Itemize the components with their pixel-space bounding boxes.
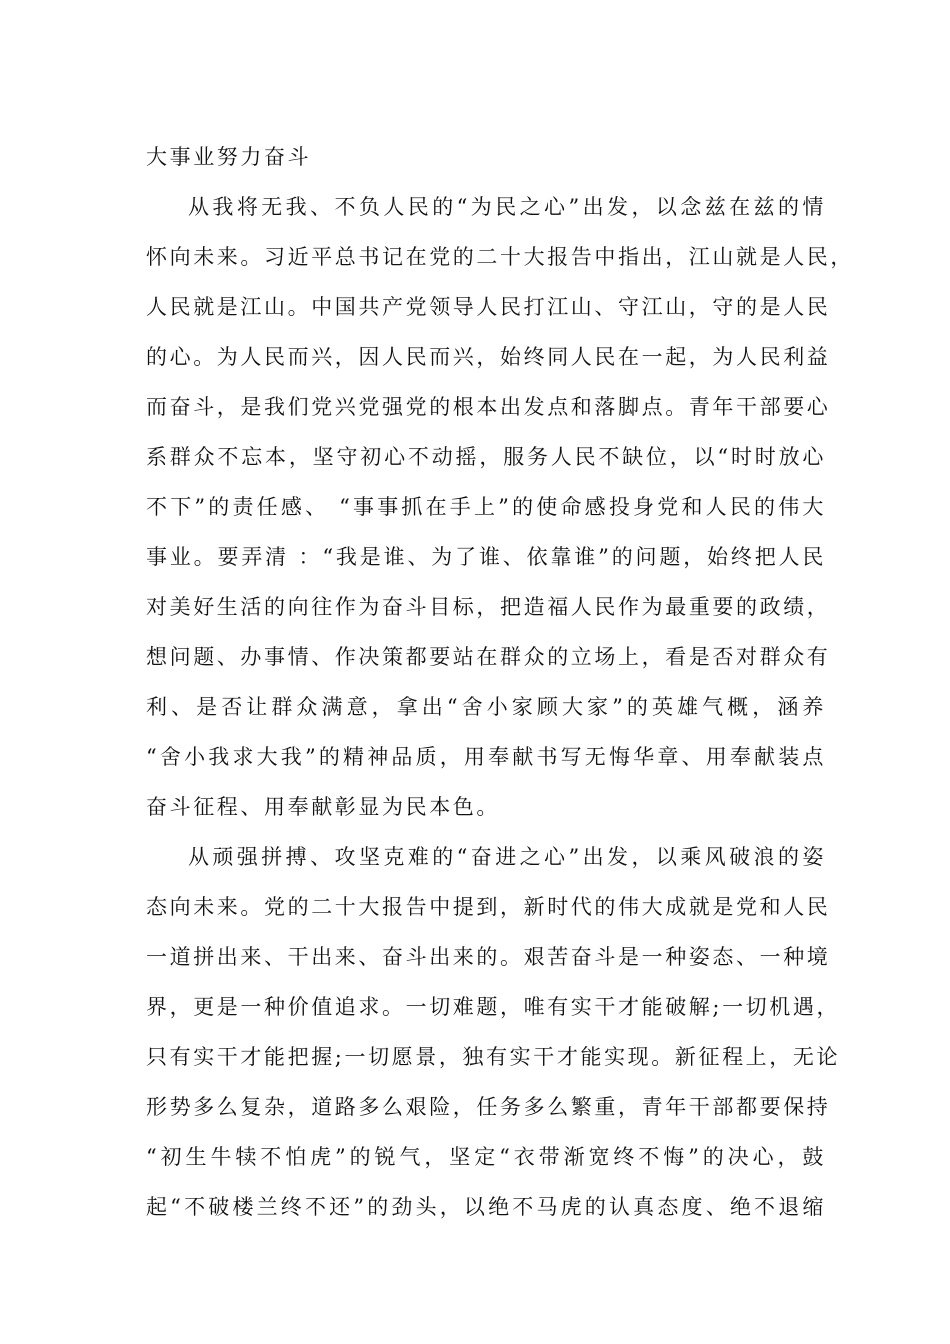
text-line: 只有实干才能把握;一切愿景，独有实干才能实现。新征程上，无论	[146, 1045, 841, 1069]
text-line: 起“不破楼兰终不还”的劲头，以绝不马虎的认真态度、绝不退缩	[146, 1195, 826, 1219]
text-line: 形势多么复杂，道路多么艰险，任务多么繁重，青年干部都要保持	[146, 1095, 831, 1119]
text-line: 的心。为人民而兴，因人民而兴，始终同人民在一起，为人民利益	[146, 345, 831, 369]
paragraph-last-line: 奋斗征程、用奉献彰显为民本色。	[146, 795, 500, 819]
text-line: 大事业努力奋斗	[146, 145, 312, 169]
text-line: 一道拼出来、干出来、奋斗出来的。艰苦奋斗是一种姿态、一种境	[146, 945, 831, 969]
paragraph-first-line: 从顽强拼搏、攻坚克难的“奋进之心”出发，以乘风破浪的姿	[188, 845, 826, 869]
text-line: 态向未来。党的二十大报告中提到，新时代的伟大成就是党和人民	[146, 895, 831, 919]
text-line: “初生牛犊不怕虎”的锐气，坚定“衣带渐宽终不悔”的决心，鼓	[146, 1145, 826, 1169]
text-line: 不下”的责任感、 “事事抓在手上”的使命感投身党和人民的伟大	[146, 495, 826, 519]
text-line: 利、是否让群众满意，拿出“舍小家顾大家”的英雄气概，涵养	[146, 695, 826, 719]
text-line: “舍小我求大我”的精神品质，用奉献书写无悔华章、用奉献装点	[146, 745, 826, 769]
text-line: 人民就是江山。中国共产党领导人民打江山、守江山，守的是人民	[146, 295, 831, 319]
text-line: 系群众不忘本，坚守初心不动摇，服务人民不缺位，以“时时放心	[146, 445, 826, 469]
text-line: 界，更是一种价值追求。一切难题，唯有实干才能破解;一切机遇，	[146, 995, 841, 1019]
text-line: 对美好生活的向往作为奋斗目标，把造福人民作为最重要的政绩，	[146, 595, 831, 619]
text-line: 想问题、办事情、作决策都要站在群众的立场上，看是否对群众有	[146, 645, 831, 669]
text-line: 怀向未来。习近平总书记在党的二十大报告中指出，江山就是人民，	[146, 245, 854, 269]
document-body	[146, 132, 854, 1232]
text-line: 事业。要弄清 ：“我是谁、为了谁、依靠谁”的问题，始终把人民	[146, 545, 826, 569]
text-line: 而奋斗，是我们党兴党强党的根本出发点和落脚点。青年干部要心	[146, 395, 831, 419]
paragraph-first-line: 从我将无我、不负人民的“为民之心”出发，以念兹在兹的情	[188, 195, 826, 219]
